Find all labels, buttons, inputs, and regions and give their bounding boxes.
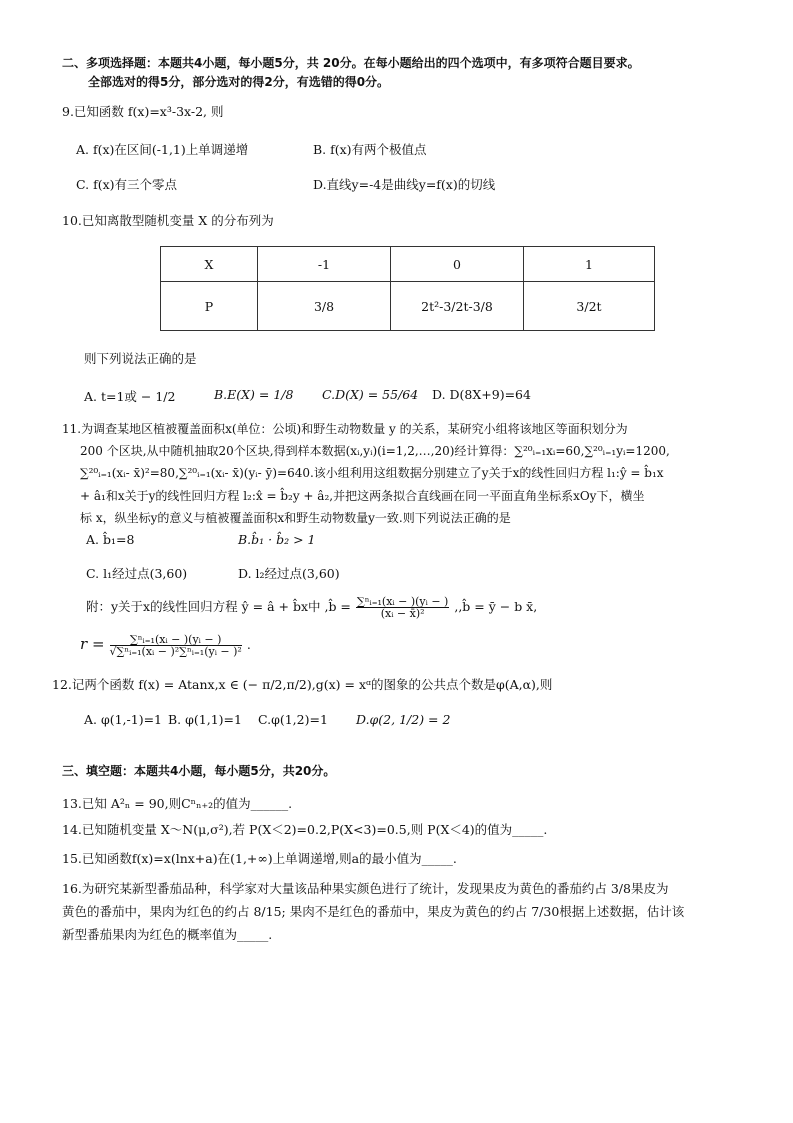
q11-r-formula (80, 634, 251, 657)
table-cell: 0 (391, 247, 524, 282)
table-cell: X (161, 247, 258, 282)
q11-option-a: A. b̂₁=8 (86, 532, 135, 547)
table-row (161, 247, 655, 282)
q11-line4: + â₁和x关于y的线性回归方程 l₂:x̂ = b̂₂y + â₂,并把这两条拟合直线画在同一平面直角坐标系xOy下，横坐 (80, 489, 645, 503)
q9-option-c: C. f(x)有三个零点 (76, 177, 177, 192)
q11-line2: 200 个区块,从中随机抽取20个区块,得到样本数据(xᵢ,yᵢ)(i=1,2,…,20)经计算得：∑²⁰ᵢ₌₁xᵢ=60,∑²⁰ᵢ₌₁yᵢ=1200, (80, 444, 670, 458)
q12-option-b: B. φ(1,1)=1 (168, 712, 242, 727)
r-label: r = (80, 635, 105, 653)
fraction-numerator: ∑ⁿᵢ₌₁(xᵢ − )(yᵢ − ) (110, 634, 242, 646)
section3-header: 三、填空题：本题共4小题，每小题5分，共20分。 (62, 764, 336, 778)
q14-text: 14.已知随机变量 X～N(μ,σ²),若 P(X＜2)=0.2,P(X<3)=0.5,则 P(X＜4)的值为_____. (62, 822, 548, 837)
q11-option-c: C. l₁经过点(3,60) (86, 566, 188, 581)
table-cell: -1 (258, 247, 391, 282)
table-cell-p-neg1: 3/8 (258, 282, 391, 331)
q10-stem: 10.已知离散型随机变量 X 的分布列为 (62, 213, 274, 228)
r-fraction (110, 634, 242, 657)
table-cell-p-0: 2t²-3/2t-3/8 (391, 282, 524, 331)
q15-text: 15.已知函数f(x)=x(lnx+a)在(1,+∞)上单调递增,则a的最小值为_____. (62, 851, 457, 866)
q11-note-label: 附：y关于x的线性回归方程 ŷ = â + b̂x中 ,b̂ = (86, 599, 351, 614)
fraction-numerator: ∑ⁿᵢ₌₁(xᵢ − )(yᵢ − ) (356, 595, 449, 608)
q9-option-d: D.直线y=-4是曲线y=f(x)的切线 (313, 177, 496, 192)
q11-note (86, 596, 537, 619)
q11-line1: 11.为调查某地区植被覆盖面积x(单位：公顷)和野生动物数量 y 的关系，某研究小组将该地区等面积划分为 (62, 422, 628, 436)
q9-option-a: A. f(x)在区间(-1,1)上单调递增 (76, 142, 249, 157)
q10-option-b: B.E(X) = 1/8 (214, 387, 294, 402)
q16-line3: 新型番茄果肉为红色的概率值为_____. (62, 927, 273, 942)
q16-line1: 16.为研究某新型番茄品种，科学家对大量该品种果实颜色进行了统计，发现果皮为黄色的番茄约占 3/8果皮为 (62, 881, 669, 896)
q13-text: 13.已知 A²ₙ = 90,则Cⁿₙ₊₂的值为______. (62, 796, 293, 811)
q11-note-tail: ,,b̂ = ȳ − b x̄, (454, 599, 538, 614)
q12-option-d: D.φ(2, 1/2) = 2 (356, 712, 451, 727)
q11-line5: 标 x，纵坐标y的意义与植被覆盖面积x和野生动物数量y一致.则下列说法正确的是 (80, 511, 511, 525)
q10-option-d: D. D(8X+9)=64 (432, 387, 531, 402)
r-tail: . (246, 637, 251, 652)
q12-option-a: A. φ(1,-1)=1 (84, 712, 163, 727)
table-cell: P (161, 282, 258, 331)
q10-after: 则下列说法正确的是 (84, 351, 197, 366)
distribution-table (160, 246, 655, 331)
q11-line3: ∑²⁰ᵢ₌₁(xᵢ- x̄)²=80,∑²⁰ᵢ₌₁(xᵢ- x̄)(yᵢ- ȳ)=640.该小组利用这组数据分别建立了y关于x的线性回归方程 l₁:ŷ = b̂₁x (80, 466, 664, 480)
q12-option-c: C.φ(1,2)=1 (258, 712, 328, 727)
section2-header-line1: 二、多项选择题：本题共4小题，每小题5分，共 20分。在每小题给出的四个选项中，有多项符合题目要求。 (62, 56, 640, 70)
section2-header-line2: 全部选对的得5分，部分选对的得2分，有选错的得0分。 (88, 75, 390, 89)
fraction-denominator: √∑ⁿᵢ₌₁(xᵢ − )²∑ⁿᵢ₌₁(yᵢ − )² (109, 645, 242, 658)
q11-option-b: B.b̂₁ · b̂₂ > 1 (238, 532, 316, 547)
q16-line2: 黄色的番茄中，果肉为红色的约占 8/15; 果肉不是红色的番茄中，果皮为黄色的约占 7/30根据上述数据，估计该 (62, 904, 685, 919)
table-cell: 1 (524, 247, 655, 282)
q10-option-c: C.D(X) = 55/64 (322, 387, 419, 402)
q11-note-fraction (356, 596, 449, 619)
q9-stem: 9.已知函数 f(x)=x³-3x-2, 则 (62, 104, 224, 119)
table-cell-p-1: 3/2t (524, 282, 655, 331)
q10-option-a: A. t=1或 − 1/2 (84, 389, 176, 404)
q11-option-d: D. l₂经过点(3,60) (238, 566, 340, 581)
fraction-denominator: (xᵢ − x̄)² (380, 607, 425, 620)
q12-stem: 12.记两个函数 f(x) = Atanx,x ∈ (− π/2,π/2),g(x) = xᵅ的图象的公共点个数是φ(A,α),则 (52, 677, 553, 692)
table-row (161, 282, 655, 331)
q9-option-b: B. f(x)有两个极值点 (313, 142, 427, 157)
